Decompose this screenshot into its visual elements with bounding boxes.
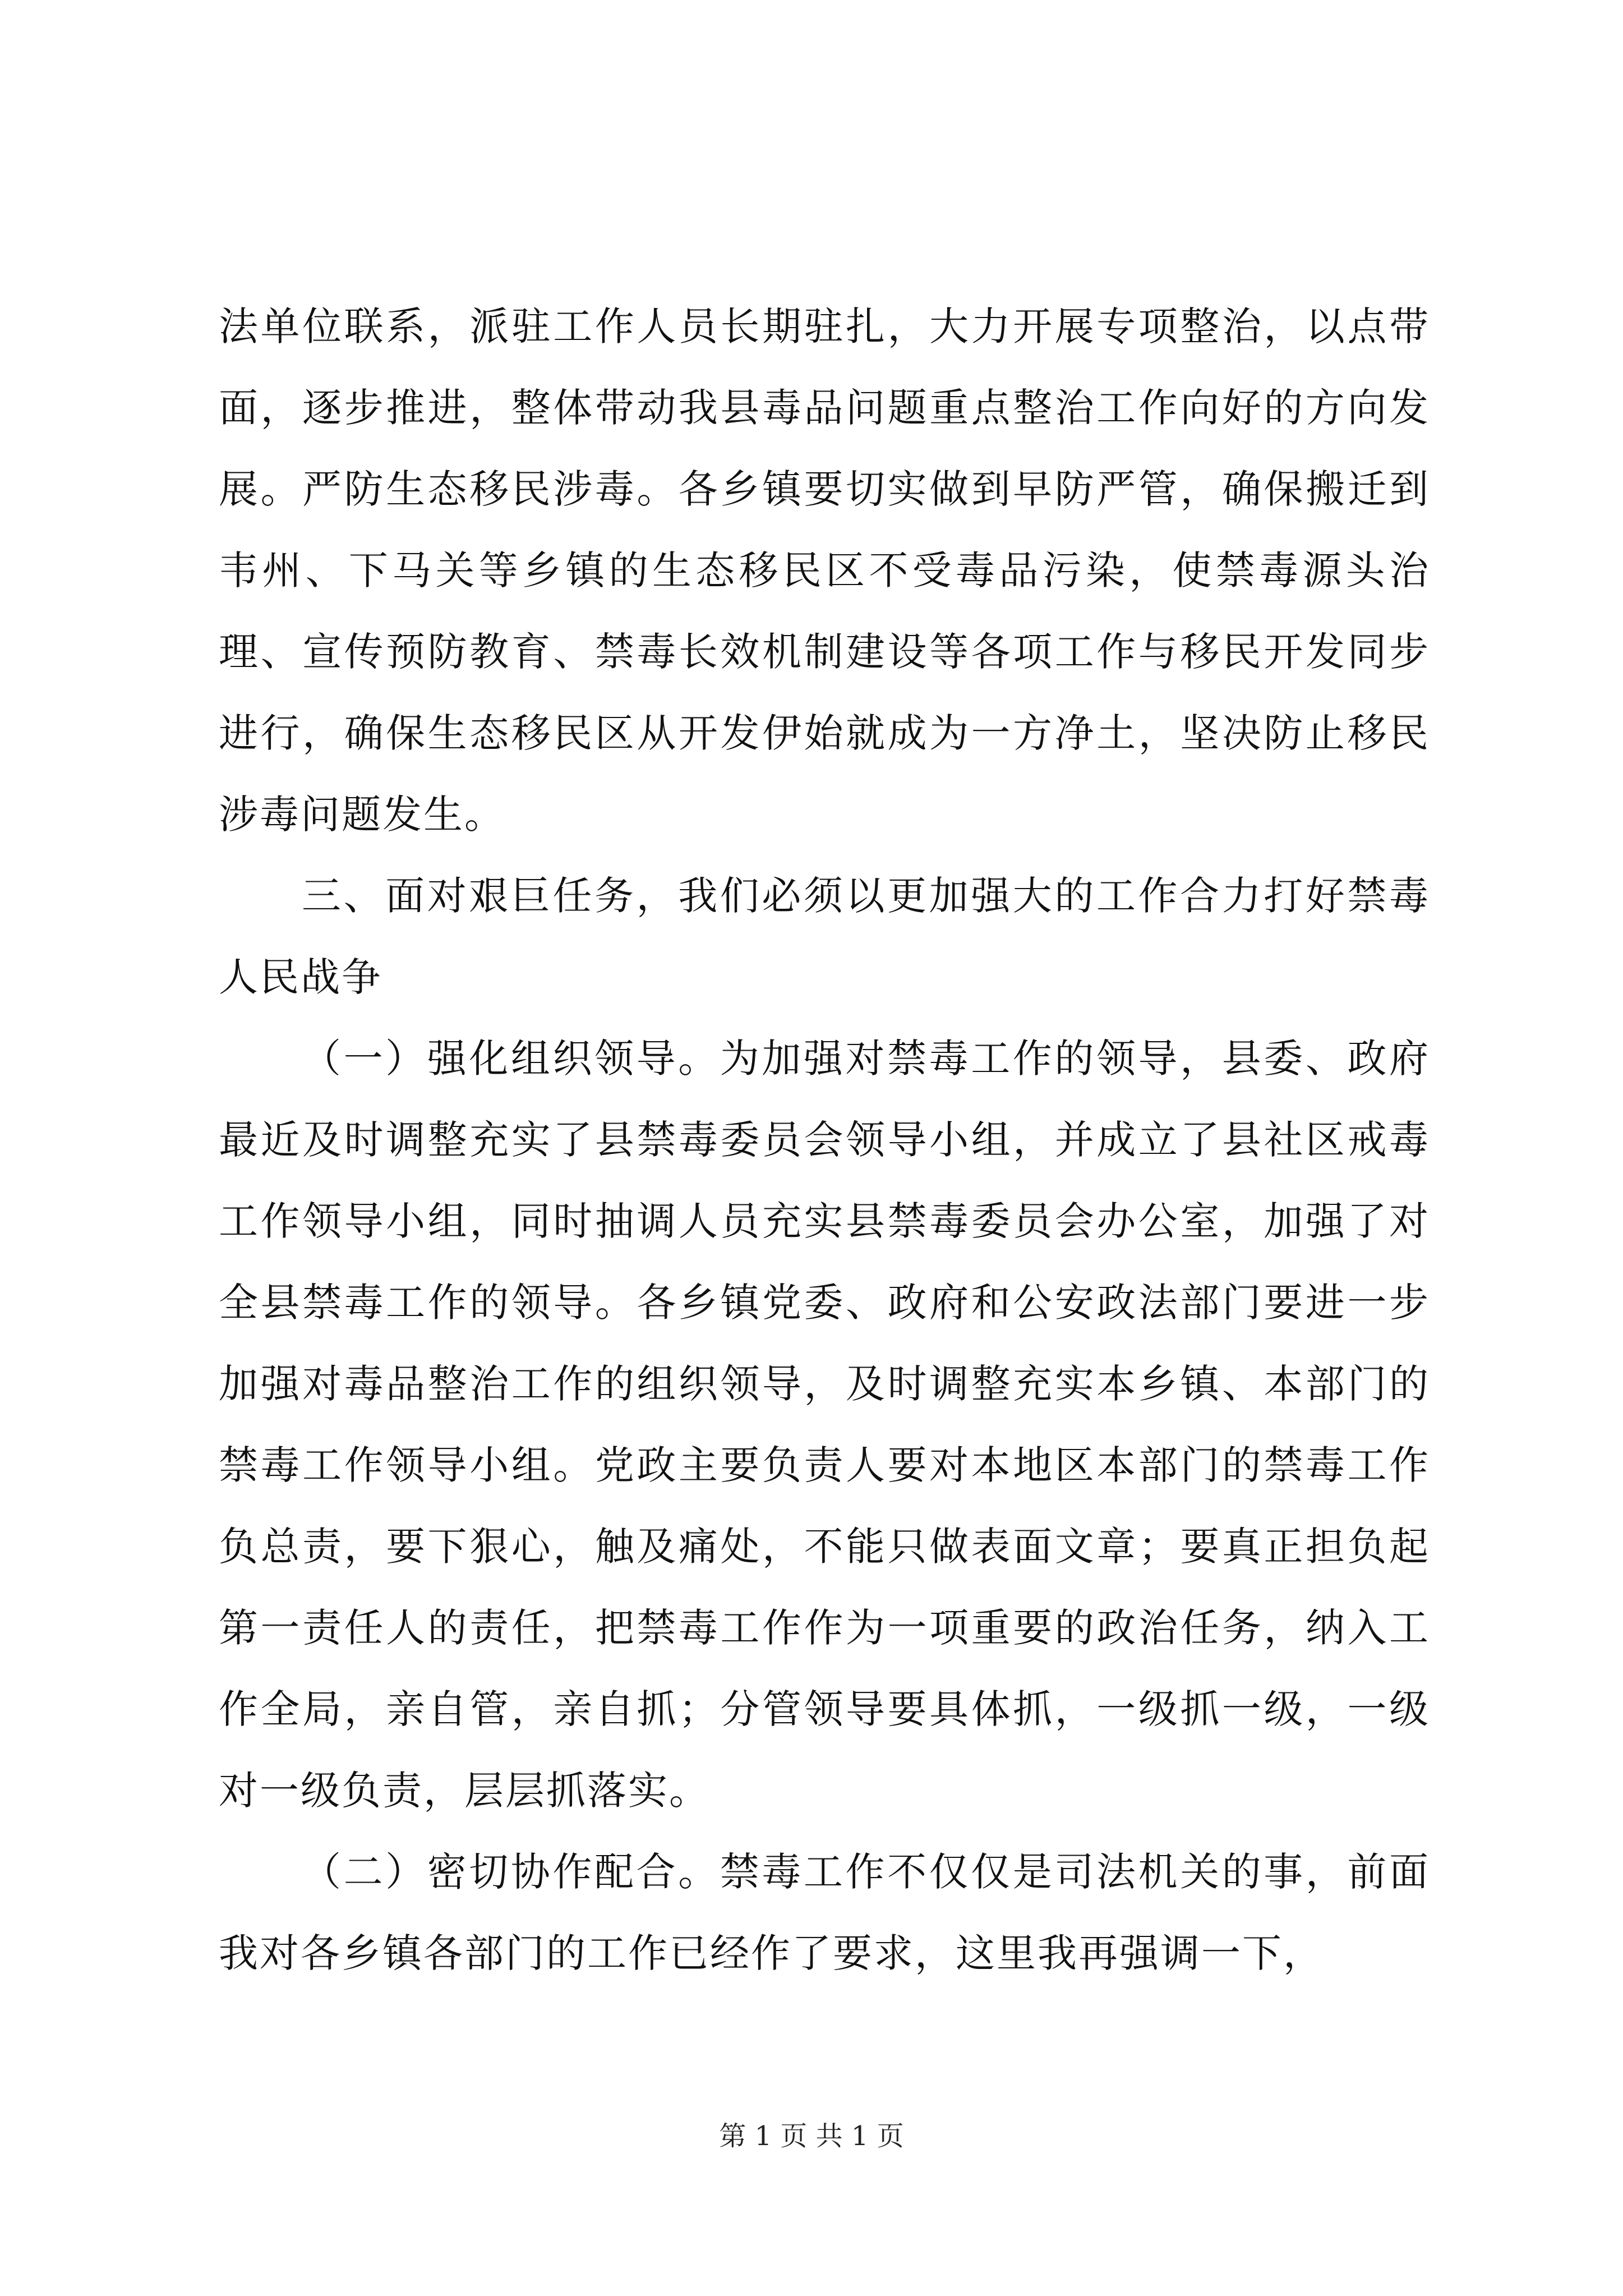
document-body — [219, 286, 1430, 1994]
paragraph-continuation: 法单位联系，派驻工作人员长期驻扎，大力开展专项整治，以点带面，逐步推进，整体带动我县毒品问题重点整治工作向好的方向发展。严防生态移民涉毒。各乡镇要切实做到早防严管，确保搬迁到韦州、下马关等乡镇的生态移民区不受毒品污染，使禁毒源头治理、宣传预防教育、禁毒长效机制建设等各项工作与移民开发同步进行，确保生态移民区从开发伊始就成为一方净土，坚决防止移民涉毒问题发生。 — [219, 303, 1430, 838]
paragraph-coordination: （二）密切协作配合。禁毒工作不仅仅是司法机关的事，前面我对各乡镇各部门的工作已经作了要求，这里我再强调一下， — [219, 1849, 1430, 1976]
section-heading: 三、面对艰巨任务，我们必须以更加强大的工作合力打好禁毒人民战争 — [219, 873, 1430, 1000]
paragraph-organization-leadership: （一）强化组织领导。为加强对禁毒工作的领导，县委、政府最近及时调整充实了县禁毒委员会领导小组，并成立了县社区戒毒工作领导小组，同时抽调人员充实县禁毒委员会办公室，加强了对全县禁毒工作的领导。各乡镇党委、政府和公安政法部门要进一步加强对毒品整治工作的组织领导，及时调整充实本乡镇、本部门的禁毒工作领导小组。党政主要负责人要对本地区本部门的禁毒工作负总责，要下狠心，触及痛处，不能只做表面文章；要真正担负起第一责任人的责任，把禁毒工作作为一项重要的政治任务，纳入工作全局，亲自管，亲自抓；分管领导要具体抓，一级抓一级，一级对一级负责，层层抓落实。 — [219, 1036, 1430, 1814]
page-footer: 第 1 页 共 1 页 — [719, 2120, 904, 2152]
